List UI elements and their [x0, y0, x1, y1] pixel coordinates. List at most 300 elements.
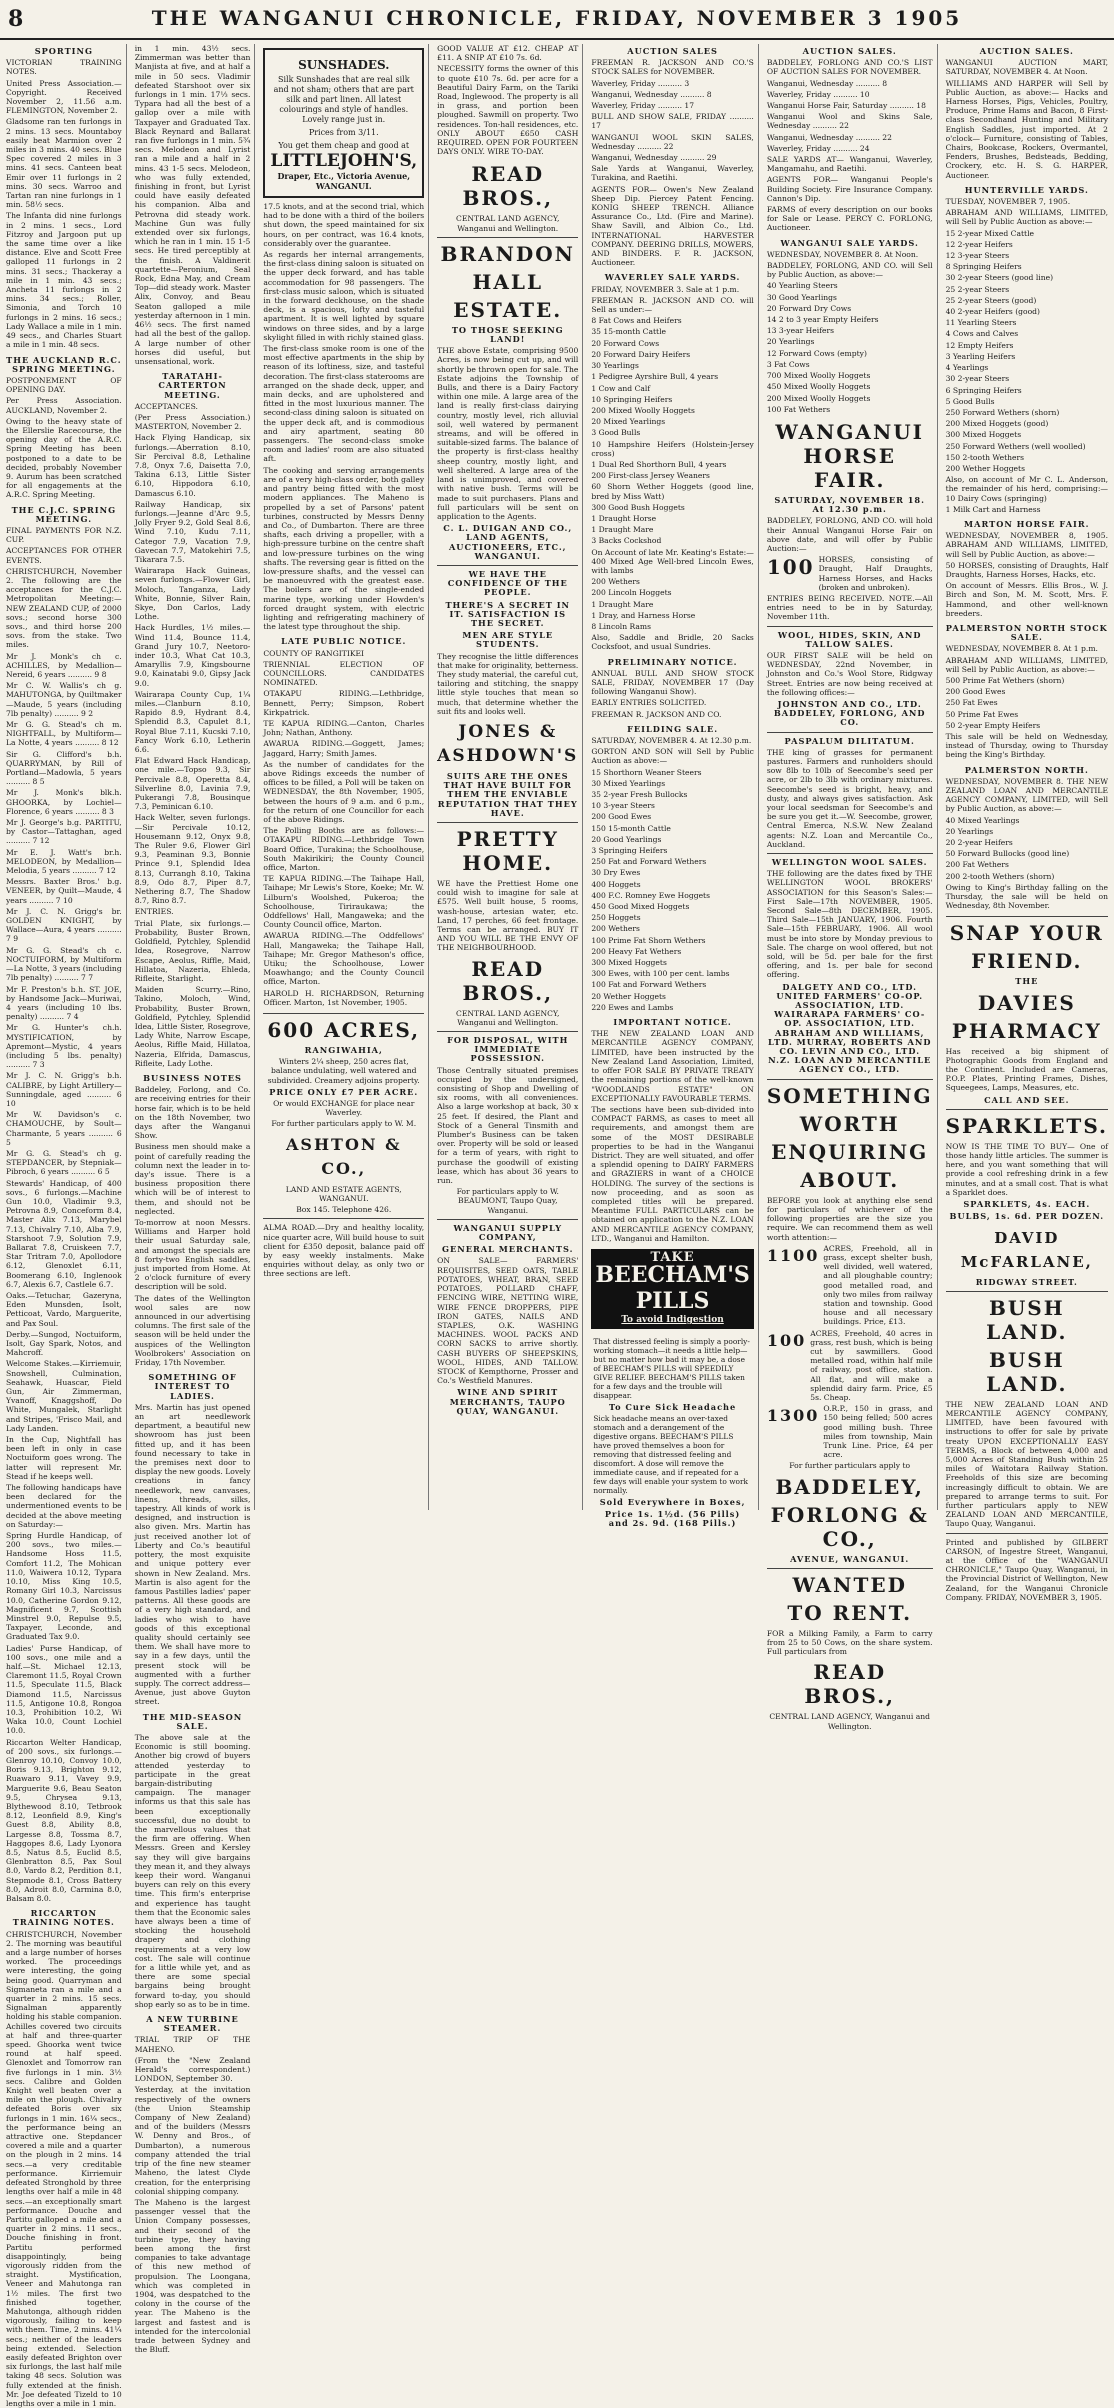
article-paragraph: On Account of late Mr. Keating's Estate:— 400 Mixed Age Well-bred Lincoln Ewes, with lambs: [591, 547, 754, 575]
ad-firm-sub: GENERAL MERCHANTS.: [442, 1244, 574, 1255]
article-paragraph: FARMS of every description on our books for Sale or Lease. PERCY C. FORLONG, Auctioneer.: [766, 205, 933, 233]
ad-take: TAKE: [650, 1249, 695, 1265]
article-paragraph: 700 Mixed Woolly Hoggets: [766, 371, 871, 381]
article-heading: SOMETHING OF INTEREST TO LADIES.: [148, 1372, 237, 1401]
article-paragraph: 20 Forward Dry Cows: [766, 303, 852, 313]
ad-body-2: Sick headache means an over-taxed stomach and a derangement of the digestive organs. BEECHAM'S PILLS have proved themselves a boon for removing that distressed feeling and discomfort. A dose will remove the immediate cause, and if repeated for a few days will enable your system to work normally.: [593, 1414, 748, 1496]
article-paragraph: 17.5 knots, and at the second trial, which had to be done with a third of the boilers shut down, the speed maintained for six hours, on per contract, was 16.4 knots, considerably over the guarantee.: [263, 202, 425, 248]
column-7: [942, 44, 1112, 1602]
article: [6, 506, 122, 1904]
article-paragraph: Waverley, Friday .......... 24: [766, 143, 870, 153]
article-paragraph: Mr G. G. Stead's ch g. STEPDANCER, by Stepniak—Pibroch, 6 years .......... 6 5: [6, 1148, 122, 1177]
article-paragraph: The Maheno is the largest passenger vessel that the Union Company possesses, and their second of the turbine type, they having been among the first companies to take advantage of this new method of propulsion. The Loongana, which was completed in 1904, was despatched to the colony in the course of the year. The Maheno is the largest and fastest and is intended for the intercolonial trade between Sydney and the Bluff.: [134, 2197, 251, 2355]
ad-contact: For particulars apply to W. BEAUMONT, Taupo Quay, Wanganui.: [456, 1187, 559, 1215]
article-paragraph: Maiden Scurry.—Rino, Takino, Moloch, Wind, Probability, Buster Brown, Goldfield, Pytchley, Splendid Idea, Little Sister, Rosegrove, Lady White, Narrow Escape, Aeolus, Riffle Maid, Hillatoa, Nazeria, Elfrida, Damascus, Rifleite, Lady Lothe.: [134, 985, 251, 1068]
article-paragraph: 200 Good Ewes: [945, 687, 1006, 697]
ad-line-1: DAVIES: [977, 990, 1076, 1015]
article-paragraph: Mr J. C. N. Grigg's b.h. CALIBRE, by Light Artillery—Sunningdale, aged .......... 6 10: [6, 1071, 122, 1108]
article-paragraph: Trial Plate, six furlongs.—Probability, Buster Brown, Goldfield, Pytchley, Splendid Idea, Rosegrove, Narrow Escape, Aeolus, Riffle, Maid, Hillatoa, Nazeria, Ehleda, Rifleite, Starlight.: [134, 918, 251, 983]
ad-firm: READ BROS.,: [804, 1660, 895, 1709]
article-paragraph: 3 Springing Heifers: [591, 846, 668, 856]
article-paragraph: WANGANUI WOOL SKIN SALES, Wednesday .......... 22: [591, 132, 754, 151]
article-paragraph: 450 Mixed Woolly Hoggets: [766, 382, 871, 392]
article: [6, 1909, 122, 2408]
snap-friend-ad: [946, 921, 1108, 973]
something-worth-ad: [767, 1084, 933, 1564]
ad-line-2: FRIEND.: [971, 949, 1083, 974]
article-paragraph: Waverley, Friday .......... 17: [591, 101, 695, 111]
article: [135, 1373, 251, 1706]
divider: [767, 1568, 933, 1569]
article-paragraph: AGENTS FOR— Owen's New Zealand Sheep Dip. Piercey Patent Fencing. KONIG SHEEP TRENCH. Alliance Assurance Co., Ltd. (Fire and Marine). Shaw Savill, and Albion Co., Ltd. INTERNATIONAL HARVESTER COMPANY. DEERING DRILLS, MOWERS, AND BINDERS. F. R. JACKSON, Auctioneer.: [591, 184, 754, 268]
ad-box: Box 145. Telephone 426.: [296, 1205, 392, 1215]
ad-firm-sub: Draper, Etc., Victoria Avenue, WANGANUI.: [277, 171, 411, 191]
article-paragraph: Spring Hurdle Handicap, of 200 sovs., two miles.—Handsome Hoss 11.5, Comfort 11.2, The Mohican 11.0, Waiwera 10.12, Typara 10.10, Miss King 10.5, Romany Girl 10.3, Narcissus 10.0, Catherine Gordon 9.12, Magnificent 9.7, Scottish Minstrel 9.0, Repulse 9.5, Taxpayer, Leconde, and Graduated Tax 9.0.: [6, 1531, 122, 1642]
article-paragraph: WEDNESDAY, NOVEMBER 8. THE NEW ZEALAND LOAN AND MERCANTILE AGENCY COMPANY, LIMITED, will Sell by Public Auction, as above:—: [945, 776, 1109, 814]
article: [591, 273, 753, 651]
article-paragraph: 200 Wether Hoggets: [945, 463, 1026, 473]
article-paragraph: AWARUA RIDING.—The Oddfellows' Hall, Mangaweka; the Taihape Hall, Taihape; Mr. Gregor Matheson's office, Utiku; the Schoolhouse, Lower Moawhango; and the County Council office, Marton.: [263, 931, 425, 987]
article-heading: AUCTION SALES: [627, 46, 718, 56]
article-paragraph: (Per Press Association.) MASTERTON, November 2.: [134, 412, 251, 432]
article-paragraph: WEDNESDAY, NOVEMBER 8, 1905. ABRAHAM AND WILLIAMS, LIMITED, will Sell by Public Auction, as above:—: [945, 531, 1109, 559]
ad-line-2: WORTH: [799, 1111, 900, 1136]
article-paragraph: 20 Forward Cows: [591, 338, 660, 348]
article: [135, 2015, 251, 2354]
ad-line-3: MEN ARE STYLE STUDENTS.: [462, 630, 554, 650]
bush-land-ad: [946, 1296, 1108, 1529]
article: [946, 520, 1108, 618]
article-paragraph: 15 Shorthorn Weaner Steers: [591, 767, 702, 777]
article: [591, 1018, 753, 1243]
ad-tag: To avoid Indigestion: [621, 1315, 724, 1326]
ad-title: PASPALUM DILITATUM.: [784, 735, 915, 746]
article-paragraph: 35 15-month Cattle: [591, 327, 667, 337]
ad-body: Winters 2¼ sheep, 250 acres flat, balance undulating, well watered and subdivided. Creamery adjoins property.: [267, 1057, 420, 1085]
ad-firm-sub: LAND AND ESTATE AGENTS, WANGANUI.: [285, 1184, 402, 1203]
ad-line-2: TO RENT.: [787, 1600, 913, 1625]
article-paragraph: Messrs. Baxter Bros.' b.g. VENEER, by Quilt—Maude, 4 years .......... 7 10: [6, 877, 122, 905]
divider: [437, 1219, 578, 1220]
beechams-pills-ad: [591, 1249, 753, 1329]
article-paragraph: Mr E. J. Watt's br.h. MELODEON, by Medallion—Melodia, 5 years .......... 7 12: [6, 847, 122, 876]
ad-line-3: ESTATE.: [453, 297, 563, 322]
article-paragraph: 25 2-year Steers (good): [945, 295, 1037, 305]
article-paragraph: 500 Prime Fat Wethers (shorn): [945, 675, 1065, 685]
property-text: O.R.P., 150 in grass, and 150 being felled; 500 acres good milling bush. Three miles from township, Main Trunk Line. Price, £4 per acre.: [823, 1404, 933, 1460]
article-paragraph: Mr J. Monk's blk.h. GHOORKA, by Lochiel—Florence, 6 years .......... 8 3: [6, 788, 122, 816]
article-paragraph: 4 Yearlings: [945, 363, 989, 373]
article-paragraph: Hack Hurdles, 1½ miles.—Wind 11.4, Bounce 11.4, Grand Jury 10.7, Neetoro-inder 10.3, What Cat 10.3, Amaryllis 7.9, Kingsbourne 9.0, Kainatabi 9.0, Gipsy Jack 9.0.: [134, 623, 251, 688]
article-paragraph: POSTPONEMENT OF OPENING DAY.: [6, 375, 122, 395]
article-paragraph: Ladies' Purse Handicap, of 100 sovs., one mile and a half.—St. Michael 12.13, Claremont 11.5, Royal Crown 11.5, Speculate 11.5, Black Diamond 11.5, Narcissus 11.5, Antigone 10.8, Rongoa 10.3, Prohibition 10.2, Wi Waka 10.0, Count Lochiel 10.0.: [6, 1643, 122, 1736]
ad-firm-3: AVENUE, WANGANUI.: [790, 1553, 910, 1564]
article-paragraph: 20 Mixed Yearlings: [591, 417, 666, 427]
article-heading: THE AUCKLAND R.C. SPRING MEETING.: [6, 354, 122, 374]
article-paragraph: Waverley, Friday .......... 3: [591, 78, 690, 88]
article: [437, 44, 578, 156]
article-paragraph: 20 Good Yearlings: [591, 834, 662, 844]
article: [263, 637, 424, 1007]
article-paragraph: THE NEW ZEALAND LOAN AND MERCANTILE AGENCY COMPANY, LIMITED, have been instructed by the New Zealand Land Association, Limited, to offer FOR SALE BY PRIVATE TREATY the remaining portions of the well-known "WOODLANDS ESTATE" ON EXCEPTIONALLY FAVOURABLE TERMS.: [591, 1029, 754, 1103]
article-paragraph: Derby.—Sungod, Noctuiform, Isolt, Gay Spark, Notos, and Mahcroff.: [6, 1329, 122, 1358]
article-paragraph: Mrs. Martin has just opened an art needlework department, a beautiful new showroom has just been fitted up, and it has been found necessary to take in the premises next door to display the new goods. Lovely creations in fancy needlework, new canvases, linens, threads, silks, tapestry. All kinds of work is designed, and instruction is also given. Mrs. Martin has just received another lot of Liberty and Co.'s beautiful pottery, the most exquisite and unique pottery ever shown in New Zealand. Mrs. Martin is also agent for the famous Pastilles ladies' paper patterns. All these goods are of a very high standard, and ladies who wish to have goods of this exceptional quality should certainly see them. We shall have more to say in a few days, until the present stock will be augmented with a further supply. The correct address—Avenue, just above Guyton street.: [134, 1402, 251, 1707]
divider: [946, 1109, 1108, 1110]
article-paragraph: In the Cup, Nightfall has been left in only in case Noctuiform goes wrong. The latter will represent Mr. Stead if he keeps well.: [6, 1435, 122, 1481]
article-heading: WAVERLEY SALE YARDS.: [604, 272, 741, 283]
ad-foot: Sold Everywhere in Boxes,: [599, 1497, 746, 1508]
ad-line-1: SNAP YOUR: [949, 921, 1104, 946]
article: [135, 1074, 251, 1367]
ad-product: PILLS: [635, 1288, 710, 1315]
article-paragraph: Waverley, Friday .......... 10: [766, 89, 870, 99]
article-paragraph: 11 Yearling Steers: [945, 318, 1017, 328]
article-paragraph: Mr C. W. Wallis's ch g. MAHUTONGA, by Quiltmaker—Maude, 5 years (including 7lb penalty) .......... 9 2: [6, 681, 122, 718]
ad-body: THE following are the dates fixed by THE WELLINGTON WOOL BROKERS' ASSOCIATION for this Season's Sales:— First Sale—17th NOVEMBER, 1905. Second Sale—8th DECEMBER, 1905. Third Sale—15th JANUARY, 1906. Fourth Sale—15th FEBRUARY, 1906. All wool must be into store by Monday previous to Sale. The charge on wool offered, but not sold, will be 5d. per bale for the first offering, and 1s. per bale for second offering.: [766, 869, 933, 980]
article: [946, 766, 1108, 911]
article-paragraph: ABRAHAM AND WILLIAMS, LIMITED, will Sell by Public Auction, as above:—: [945, 655, 1109, 674]
article-heading: PALMERSTON NORTH.: [964, 764, 1089, 775]
ad-contact: For further particulars apply to W. M.: [271, 1119, 417, 1129]
article-paragraph: Mr J. Monk's ch c. ACHILLES, by Medallion—Nereid, 6 years .......... 9 8: [6, 651, 122, 679]
article-paragraph: Business men should make a point of carefully reading the column next the leader in to-day's issue. There is a business proposition there which will be of interest to them, and should not be neglected.: [134, 1142, 251, 1216]
article-paragraph: Mr G. Hunter's ch.h. MYSTIFICATION, by Apremont—Mystic, 4 years (including 5 lbs. penalty) .......... 7 3: [6, 1023, 122, 1070]
article-paragraph: 30 Good Yearlings: [766, 292, 837, 302]
column-2: [131, 44, 256, 2355]
article-paragraph: Owing to King's Birthday falling on the Thursday, the sale will be held on Wednesday, 8th November.: [945, 882, 1109, 911]
ad-body: BADDELEY, FORLONG, AND CO. will hold their Annual Wanganui Horse Fair on above date, and will offer by Public Auction:—: [766, 516, 933, 553]
article-paragraph: 30 2-year Steers (good line): [945, 273, 1054, 283]
horse-fair-ad: [767, 420, 933, 622]
ad-title: WANGANUI HORSE FAIR.: [775, 419, 925, 492]
article-paragraph: Wairarapa Hack Guineas, seven furlongs.—Flower Girl, Moloch, Tanganza, Lady White, Bonnie, Silver Rain, Skye, Don Carlos, Lady Lothe.: [134, 566, 251, 622]
article-paragraph: 12 3-year Steers: [945, 251, 1010, 261]
divider: [437, 822, 578, 823]
ad-line-2: PHARMACY: [951, 1018, 1102, 1043]
ad-price: PRICE ONLY £7 PER ACRE.: [269, 1086, 419, 1097]
article-paragraph: Gladsome ran ten furlongs in 2 mins. 13 secs. Mountaboy easily beat Marmion over 2 miles in 3 mins. 40 secs. Blue Spec covered 2 miles in 3 mins. 41 secs. Canteen beat Emir over 11 furlongs in 2 mins. 30 secs. Warroo and Tartan ran nine furlongs in 1 min. 58½ secs.: [6, 117, 122, 210]
columns: [2, 44, 1112, 2408]
ad-body: They recognise the little differences that make for originality, betterness. They study material, the careful cut, tailoring and stitching, the snappy little style touches that mean so much, that determine whether the suit fits and looks well.: [437, 651, 579, 716]
article-paragraph: 20 Forward Dairy Heifers: [591, 349, 691, 359]
ad-line-1: SOMETHING: [766, 1083, 933, 1108]
property-item: [767, 1329, 933, 1405]
article-paragraph: 13 3-year Heifers: [766, 326, 835, 336]
article-heading: AUCTION SALES.: [979, 46, 1074, 56]
ad-body: THE above Estate, comprising 9500 Acres, is now being cut up, and will shortly be thrown open for sale. The Estate adjoins the Township of Bulls, and there is a Dairy Factory within one mile. A large area of the land is really first-class dairying country, mostly level, rich alluvial soil, well watered by permanent streams, and will be offered in suitable-sized farms. The balance of the property is first-class healthy sheep country, mostly light, and well sheltered. A large area of the land is unimproved, and covered with native bush. Terms will be made to suit purchasers. Plans and full particulars will be sent on application to the Agents.: [437, 346, 579, 521]
article-paragraph: 100 Prime Fat Shorn Wethers: [591, 935, 706, 945]
article-list: [437, 44, 578, 156]
ad-firm: READ BROS.,: [462, 162, 554, 211]
ad-foot: CALL AND SEE.: [984, 1094, 1070, 1105]
article-paragraph: BULL AND SHOW SALE, FRIDAY .......... 17: [591, 112, 754, 131]
ad-foot: WINE AND SPIRIT MERCHANTS, TAUPO QUAY, WANGANUI.: [449, 1387, 566, 1416]
article-paragraph: OTAKAPU RIDING.—Lethbridge, Bennett, Perry; Simpson, Robert Kirkpatrick.: [263, 689, 425, 717]
ad-line-1: WE HAVE THE CONFIDENCE OF THE PEOPLE.: [447, 568, 568, 598]
column-6: [763, 44, 938, 1731]
article-paragraph: TUESDAY, NOVEMBER 7, 1905.: [945, 197, 1071, 207]
article-paragraph: Wanganui Horse Fair, Saturday .......... 18: [766, 101, 926, 111]
article-paragraph: The cooking and serving arrangements are of a very high-class order, both galley and pantry being fitted with the most modern appliances. The Maheno is propelled by a set of Parsons' patent turbines, constructed by Messrs Denny and Co., of Dumbarton. There are three shafts, each driving a propeller, with a high-pressure turbine on the centre shaft and low-pressure turbines on the wing shafts. The reversing gear is fitted on the low-pressure shafts, and the vessel can be manoeuvred with the greatest ease. The boilers are of the single-ended marine type, working under Howden's forced draught system, with electric lighting and refrigerating machinery of the latest type throughout the ship.: [263, 465, 425, 632]
article-paragraph: 220 Ewes and Lambs: [591, 1002, 674, 1012]
article-paragraph: Stewards' Handicap, of 400 sovs., 6 furlongs.—Machine Gun 10.0, Vladimir 9.3, Petrovna 8.9, Conceform 8.4, Master Alix 7.13, Marybel 7.13, Chivalry 7.10, Alba 7.9, Starshoot 7.9, Solution 7.9, Ballarat 7.8, Cruiskeen 7.7, Star Tritram 7.0, Apollodore 6.12, Glenoxlet 6.11, Boomerang 6.10, Inglenook 6.7, Alexis 6.7, Castlele 6.7.: [6, 1178, 122, 1289]
ad-body: NOW IS THE TIME TO BUY— One of those handy little articles. The summer is here, and you want something that will provide a cool refreshing drink in a few minutes, and at a small cost. That is what a Sparklet does.: [945, 1141, 1109, 1197]
article: [767, 47, 933, 233]
beechams-pills-body: [591, 1333, 753, 1534]
ad-firm-2: FORLONG & CO.,: [770, 1502, 929, 1551]
ad-agents: DALGETY AND CO., LTD. UNITED FARMERS' CO-OP. ASSOCIATION, LTD. WAIRARAPA FARMERS' CO-OP. ASSOCIATION, LTD. ABRAHAM AND WILLIAMS, LTD. MURRAY, ROBERTS AND CO. LEVIN AND CO., LTD. N.Z. LOAN AND MERCANTILE AGENCY CO., LTD.: [767, 981, 932, 1075]
ad-firm-1: BADDELEY,: [775, 1474, 924, 1499]
article-paragraph: 8 Fat Cows and Heifers: [591, 316, 682, 326]
article-paragraph: 1 Draught Mare: [591, 525, 654, 535]
article-paragraph: FRIDAY, NOVEMBER 3. Sale at 1 p.m.: [591, 284, 740, 294]
divider: [767, 732, 933, 733]
ad-count: 100: [766, 555, 815, 580]
article-heading: SPORTING: [34, 46, 93, 56]
divider: [946, 1533, 1108, 1534]
ad-body: THE NEW ZEALAND LOAN AND MERCANTILE AGENCY COMPANY, LIMITED, have been favoured with instructions to offer for sale by private treaty UPON EXCEPTIONALLY EASY TERMS, a Block of between 4,000 and 5,000 Acres of Standing Bush within 25 miles of Waitotara Railway Station. Freeholds of this size are becoming increasingly difficult to obtain. We are prepared to arrange terms to suit. For further particulars apply to NEW ZEALAND LOAN AND MERCANTILE, Taupo Quay, Wanganui.: [945, 1399, 1109, 1529]
ad-entries: ENTRIES BEING RECEIVED. NOTE.—All entries need to be in by Saturday, November 11th.: [766, 593, 933, 622]
ad-firm: JONES & ASHDOWN'S: [437, 721, 579, 766]
article-heading: THE MID-SEASON SALE.: [142, 1711, 243, 1731]
ad-headline: FOR DISPOSAL, WITH IMMEDIATE POSSESSION.: [447, 1035, 569, 1064]
ad-contact: For further particulars apply to: [789, 1461, 911, 1471]
article-paragraph: 40 Yearling Steers: [766, 281, 838, 291]
article-paragraph: 1 Dray, and Harness Horse: [591, 610, 696, 620]
ad-headline: 600 ACRES,: [267, 1018, 421, 1043]
article-paragraph: 30 Yearlings: [591, 361, 639, 371]
article: [946, 186, 1108, 514]
article-list: [591, 47, 753, 1243]
ad-horses-row: [767, 555, 933, 594]
ad-line-4: ABOUT.: [800, 1167, 900, 1192]
article-paragraph: FINAL PAYMENTS FOR N.Z. CUP.: [6, 525, 122, 545]
article-paragraph: 200 Mixed Hoggets (good): [945, 419, 1049, 429]
sparklets-ad: [946, 1114, 1108, 1287]
property-list: [767, 1244, 933, 1462]
article-paragraph: United Press Association.—Copyright. Received November 2, 11.56 a.m. FLEMINGTON, November 2.: [6, 78, 122, 116]
article-list: [946, 47, 1108, 910]
ad-headline: PRETTY HOME.: [456, 826, 559, 875]
divider: [767, 1079, 933, 1080]
article-paragraph: 400 F.C. Romney Ewe Hoggets: [591, 890, 711, 900]
article-paragraph: 200 Mixed Woolly Hoggets: [591, 405, 695, 415]
article-paragraph: 30 Dry Ewes: [591, 868, 641, 878]
article-paragraph: 10 3-year Steers: [591, 801, 655, 811]
article: [591, 725, 753, 1012]
acres-ad: [263, 1018, 424, 1278]
article-paragraph: 100 Fat Wethers: [766, 404, 831, 414]
column-5: [587, 44, 758, 1529]
printer-imprint: Printed and published by GILBERT CARSON, of Ingestre Street, Wanganui, at the Office of the "WANGANUI CHRONICLE," Taupo Quay, Wanganui, in the Provincial District of Wellington, New Zealand, for the Wanganui Chronicle Company. FRIDAY, NOVEMBER 3, 1905.: [945, 1537, 1109, 1602]
article-paragraph: 250 Forward Wethers (well woolled): [945, 441, 1086, 451]
ad-firm: DAVID McFARLANE,: [960, 1228, 1093, 1271]
article-paragraph: 20 Yearlings: [945, 826, 994, 836]
article-paragraph: As the number of candidates for the above Ridings exceeds the number of offices to be filled, a Poll will be taken on WEDNESDAY, the 8th November, 1905, between the hours of 9 a.m. and 6 p.m., for the return of one Councillor for each of the above Ridings.: [263, 759, 425, 824]
ad-bulbs: BULBS, 1s. 6d. PER DOZEN.: [949, 1211, 1105, 1222]
article-paragraph: 50 HORSES, consisting of Draughts, Half Draughts, Harness Horses, Hacks, etc.: [945, 560, 1109, 579]
wanted-to-rent-ad: [767, 1573, 933, 1731]
article-paragraph: 3 Backs Cockshod: [591, 536, 662, 546]
article-paragraph: 5 Good Bulls: [945, 396, 995, 406]
article-paragraph: 12 2-year Heifers: [945, 239, 1013, 249]
article-paragraph: 400 Hoggets: [591, 879, 641, 889]
article-paragraph: 200 First-class Jersey Weaners: [591, 471, 710, 481]
article-paragraph: GORTON AND SON will Sell by Public Auction as above:—: [591, 747, 754, 766]
article: [767, 239, 933, 414]
ad-title: SUNSHADES.: [298, 58, 390, 72]
article-heading: PALMERSTON NORTH STOCK SALE.: [945, 622, 1108, 643]
divider: [946, 916, 1108, 917]
article-paragraph: TE KAPUA RIDING.—Canton, Charles John; Nathan, Anthony.: [263, 718, 425, 738]
article: [946, 624, 1108, 760]
article: [946, 47, 1108, 180]
ad-body: ON SALE— FARMERS' REQUISITES, SEED OATS, TABLE POTATOES, WHEAT, BRAN, SEED POTATOES, POLLARD CHAFF, FENCING WIRE, NETTING WIRE, WIRE FENCE DROPPERS, PIPE IRON GATES, NAILS AND STAPLES, O.K. WASHING MACHINES. WOOL PACKS AND CORN SACKS to arrive shortly. CASH BUYERS OF SHEEPSKINS, WOOL, HIDES, AND TALLOW. STOCK of Kempthorne, Prosser and Co.'s Westfield Manures.: [437, 1256, 579, 1386]
article: [591, 658, 753, 719]
article-paragraph: 200 Heavy Fat Wethers: [591, 946, 682, 956]
ad-body: That distressed feeling is simply a poorly-working stomach—it needs a little help—but no matter how bad it may be, a dose of BEECHAM'S PILLS will SPEEDILY GIVE RELIEF. BEECHAM'S PILLS taken for a few days and the trouble will disappear.: [593, 1337, 750, 1401]
ad-body: Silk Sunshades that are real silk and not sham; others that are part silk and part linen. All latest colourings and style of handles. Lovely range just in.: [273, 75, 414, 124]
ad-line-2: THERE'S A SECRET IN IT. SATISFACTION IS THE SECRET.: [445, 599, 571, 628]
article-paragraph: HAROLD H. RICHARDSON, Returning Officer. Marton, 1st November, 1905.: [263, 988, 425, 1007]
article-paragraph: 20 Wether Hoggets: [591, 991, 666, 1001]
article-paragraph: Sale Yards at Wanganui, Waverley, Turakina, and Raetihi.: [591, 164, 754, 183]
article-paragraph: TRIENNIAL ELECTION OF COUNCILLORS. CANDIDATES NOMINATED.: [263, 659, 425, 688]
article-paragraph: TRIAL TRIP OF THE MAHENO.: [134, 2035, 251, 2054]
article-heading: A NEW TURBINE STEAMER.: [146, 2014, 239, 2034]
article-paragraph: CHRISTCHURCH, November 2. The following are the acceptances for the C.J.C. Metropolitan Meeting:— NEW ZEALAND CUP, of 2000 sovs.; second horse 300 sovs., and third horse 200 sovs. from the stake. Two miles.: [6, 566, 122, 650]
article-paragraph: ABRAHAM AND WILLIAMS, LIMITED, will Sell by Public Auction as above:—: [945, 208, 1109, 227]
article: [6, 356, 122, 500]
ad-firm: WANGANUI SUPPLY COMPANY,: [453, 1222, 563, 1243]
article-paragraph: 250 Forward Wethers (shorn): [945, 407, 1060, 417]
article-paragraph: WANGANUI AUCTION MART, SATURDAY, NOVEMBER 4. At Noon.: [945, 58, 1109, 77]
article-paragraph: BADDELEY, FORLONG AND CO.'S LIST OF AUCTION SALES FOR NOVEMBER.: [766, 58, 933, 77]
article-paragraph: Wanganui, Wednesday .......... 8: [591, 89, 712, 99]
article-paragraph: 300 Good Bush Hoggets: [591, 502, 685, 512]
article-paragraph: Wanganui Wool and Skins Sale, Wednesday .......... 22: [766, 112, 933, 131]
article-paragraph: 15 2-year Mixed Cattle: [945, 228, 1035, 238]
article-paragraph: 12 Empty Heifers: [945, 340, 1014, 350]
column-4: [433, 44, 583, 1510]
page-number: 8: [8, 6, 24, 32]
article-paragraph: VICTORIAN TRAINING NOTES.: [6, 58, 122, 77]
article-paragraph: 12 Forward Cows (empty): [766, 348, 867, 358]
ad-firm: LITTLEJOHN'S,: [270, 151, 418, 171]
ad-price: Price 1s. 1½d. (56 Pills) and 2s. 9d. (168 Pills.): [604, 1509, 741, 1529]
article-paragraph: 50 Prime Fat Ewes: [945, 709, 1019, 719]
article-paragraph: 300 Ewes, with 100 per cent. lambs: [591, 969, 730, 979]
ad-line-1: BUSH LAND.: [986, 1295, 1068, 1344]
article: [135, 1713, 251, 2010]
article-paragraph: Riccarton Welter Handicap, of 200 sovs., six furlongs.—Glenroy 10.10, Convoy 10.0, Boris 9.13, Brighton 9.12, Ruawaro 9.11, Vavey 9.9, Marguerite 9.6, Beau Seaton 9.5, Chrysea 9.13, Blythewood 8.10, Tetbrook 8.12, Leonfield 8.9, King's Guest 8.8, Ability 8.8, Largesse 8.8, Tossma 8.7, Haggopes 8.6, Lady Lyonora 8.5, Natus 8.5, Euclid 8.5, Glenbratton 8.5, Pax Soul 8.0, Vardo 8.2, Perdition 8.1, Stepmode 8.1, Cross Battery 8.0, Adroit 8.0, Carmina 8.0, Balsam 8.0.: [6, 1737, 122, 1903]
article-paragraph: Oaks.—Tetuchar, Gazeryna, Eden Munsden, Isolt, Petticoat, Vardo, Marguerite, and Pax Soul.: [6, 1291, 122, 1328]
article-paragraph: WEDNESDAY, NOVEMBER 8. At Noon.: [766, 249, 919, 259]
article-paragraph: The first-class smoke room is one of the most effective apartments in the ship by reason of its loftiness, size, and tasteful decoration. The first-class staterooms are arranged on the shade deck, upper, and main decks, and are upholstered and fitted in the most luxurious manner. The second-class dining saloon is situated on the upper deck aft, and is commodious and airy apartment, seating 80 passengers. The second-class smoke room and ladies' room are also situated aft.: [263, 344, 425, 464]
ad-price: Prices from 3/11.: [308, 128, 379, 137]
ad-firm: ASHTON & CO.,: [285, 1134, 402, 1178]
article-list: [767, 47, 933, 414]
article-paragraph: The above sale at the Economic is still booming. Another big crowd of buyers attended yesterday to participate in the great bargain-distributing campaign. The manager informs us that this sale has been exceptionally successful, due no doubt to the marvellous values that the firm are offering. When Messrs. Green and Kersley say they will give bargains they mean it, and they always keep their word. Wanganui buyers can rely on this every time. This firm's enterprise and experience has taught them that the Economic sales have always been a time of stocking the household drapery and clothing requirements at a very low cost. The sale will continue for a little while yet, and as there are some special bargains being brought forward to-day, you should shop early so as to be in time.: [134, 1732, 251, 2009]
ad-agent: C. L. DUIGAN AND CO., LAND AGENTS, AUCTIONEERS, ETC., WANGANUI.: [443, 523, 573, 561]
article-paragraph: AWARUA RIDING.—Goggett, James; Jaggard, Harry; Smith James.: [263, 739, 425, 758]
article-paragraph: 200 Good Ewes: [591, 812, 652, 822]
article-paragraph: 40 Mixed Yearlings: [945, 815, 1020, 825]
ad-line-3: ENQUIRING: [771, 1139, 929, 1164]
article-paragraph: BADDELEY, FORLONG, AND CO. will Sell by Public Auction, as above:—: [766, 261, 933, 280]
paspalum-ad: [767, 737, 933, 849]
article: [135, 372, 251, 1068]
divider: [767, 853, 933, 854]
ad-body: Has received a big shipment of Photographic Goods from England and the Continent. Included are Cameras, P.O.P. Plates, Printing Frames, Dishes, Squeegees, Lamps, Measures, etc.: [945, 1046, 1109, 1093]
property-text: ACRES, Freehold, 40 acres in grass, rest bush, which is being cut by sawmillers. Good metalled road, within half mile of railway, post office, station. All flat, and will make a splendid dairy farm. Price, £5 5s. Cheap.: [810, 1328, 933, 1402]
newspaper-title: THE WANGANUI CHRONICLE, FRIDAY, NOVEMBER 3 1905: [151, 6, 963, 30]
article-paragraph: NECESSITY forms the owner of this to quote £10 7s. 6d. per acre for a Beautiful Dairy Farm, on the Tariki Road, Inglewood. The property is all in grass, and portion been ploughed. Sawmill on property. Two residences. Ton-hall residences, etc. ONLY ABOUT £650 CASH REQUIRED. OPEN FOR FOURTEEN DAYS ONLY. WIRE TO-DAY.: [437, 64, 579, 157]
ad-exchange: Or would EXCHANGE for place near Waverley.: [273, 1099, 415, 1118]
article-paragraph: 300 Mixed Hoggets: [945, 430, 1022, 440]
article-heading: HUNTERVILLE YARDS.: [964, 184, 1089, 195]
article-paragraph: 3 Yearling Heifers: [945, 351, 1016, 361]
property-acres: 1300: [766, 1406, 820, 1426]
supply-company-ad: [437, 1224, 578, 1416]
ad-title: WELLINGTON WOOL SALES.: [771, 857, 928, 868]
article-paragraph: 200 Wethers: [591, 924, 640, 934]
article-paragraph: 1 Pedigree Ayrshire Bull, 4 years: [591, 372, 719, 382]
ad-tagline: You get them cheap and good at: [278, 141, 410, 150]
article: [263, 202, 424, 631]
property-item: [767, 1404, 933, 1461]
article-paragraph: 30 2-year Steers: [945, 374, 1010, 384]
article-paragraph: WEDNESDAY, NOVEMBER 8. At 1 p.m.: [945, 644, 1098, 654]
article-paragraph: WILLIAMS AND HARPER will Sell by Public Auction, as above:— Hacks and Harness Horses, Pigs, Vehicles, Poultry, Produce, Prime Hams and Bacon, 8 First-class Secondhand Hunting and Military English Saddles, just imported. At 2 o'clock— Furniture, consisting of Tables, Chairs, Bookcase, Rockers, Overmantel, Fenders, Brushes, Bedsteads, Bedding, Crockery, etc. H. S. G. HARPER, Auctioneer.: [945, 78, 1109, 180]
confidence-ad: [437, 570, 578, 818]
article-paragraph: Mr J. George's b.g. PARTITU, by Castor—Tattaghan, aged .......... 7 12: [6, 818, 122, 846]
ad-firm-sub: CENTRAL LAND AGENCY, Wanganui and Wellington.: [456, 214, 560, 233]
article-paragraph: Baddeley, Forlong, and Co. are receiving entries for their horse fair, which is to be held on the 18th November, two days after the Wanganui Show.: [134, 1085, 251, 1141]
ad-body: FOR a Milking Family, a Farm to carry from 25 to 50 Cows, on the share system. Full particulars from: [766, 1628, 933, 1657]
article-list: [263, 202, 424, 1007]
article-paragraph: On account of Messrs. Ellis Bros., W. J. Birch and Son, M. M. Scott, Mrs. F. Hammond, and other well-known breeders.: [945, 581, 1109, 618]
article-paragraph: 6 Springing Heifers: [945, 385, 1022, 395]
article-paragraph: Hack Flying Handicap, six furlongs.—Aberration 8.10, Sir Percival 8.8, Lethaline 7.8, Onyx 7.6, Daisetta 7.0, Takina 6.13, Little Sister 6.10, Hippodora 6.10, Damascus 6.10.: [134, 433, 251, 498]
article-paragraph: 25 2-year Steers: [945, 284, 1010, 294]
article-paragraph: COUNTY OF RANGITIKEI: [263, 648, 365, 658]
article-paragraph: The following handicaps have been declared for the undermentioned events to be decided at the above meeting on Saturday:—: [6, 1483, 122, 1529]
article-paragraph: 1 Draught Horse: [591, 513, 657, 523]
article-heading: RICCARTON TRAINING NOTES.: [12, 1908, 115, 1928]
article-paragraph: Mr J. C. N. Grigg's br. GOLDEN KNIGHT, by Wallace—Aura, 4 years .......... 7 9: [6, 906, 122, 944]
article-paragraph: Mr W. Davidson's c. CHAMOUCHE, by Soult—Charmante, 5 years .......... 6 5: [6, 1110, 122, 1147]
article: [135, 44, 251, 366]
article-paragraph: Yesterday, at the invitation respectively of the owners (the Union Steamship Company of New Zealand) and of the builders (Messrs W. Denny and Bros., of Dumbarton), a numerous company attended the trial trip of the fine new steamer Maheno, the latest Clyde creation, for the enterprising colonial shipping company.: [134, 2085, 251, 2196]
article-paragraph: 1 Draught Mare: [591, 599, 654, 609]
article-paragraph: Wanganui, Wednesday .......... 8: [766, 78, 888, 88]
ad-tag: SUITS ARE THE ONES THAT HAVE BUILT FOR THEM THE ENVIABLE REPUTATION THAT THEY HAVE.: [437, 770, 578, 818]
article-paragraph: Wanganui, Wednesday .......... 22: [766, 132, 892, 142]
ad-title: WOOL, HIDES, SKIN, AND TALLOW SALES.: [777, 629, 922, 649]
article-paragraph: Railway Handicap, six furlongs.—Jeanne d'Arc 9.5, Jolly Fryer 9.2, Gold Seal 8.6, Wind 7.10, Kudu 7.11, Categor 7.9, Vacation 7.9, Gavecan 7.7, Matokehiri 7.5, Tikarara 7.5.: [134, 499, 251, 564]
ad-address: RIDGWAY STREET.: [975, 1276, 1078, 1287]
article-paragraph: (From the "New Zealand Herald's correspondent.) LONDON, September 30.: [134, 2055, 251, 2084]
column-1: [2, 44, 127, 2408]
column-3: [259, 44, 429, 1510]
ad-tag: TO THOSE SEEKING LAND!: [451, 324, 564, 345]
ad-line-2: BUSH LAND.: [986, 1347, 1068, 1396]
article-paragraph: 14 2 to 3 year Empty Heifers: [766, 315, 879, 325]
divider: [437, 237, 578, 238]
article-paragraph: 10 Hampshire Heifers (Holstein-Jersey cross): [591, 439, 754, 458]
article-paragraph: CHRISTCHURCH, November 2. The morning was beautiful and a large number of horses worked. The proceedings were interesting, the going being good. Quarryman and Sigmaneta ran a mile and a quarter in 2 mins. 15 secs. Signalman apparently holding his stable companion. Achilles covered two circuits at half and three-quarter speed. Ghoorka went twice round at half speed. Glenoxlet and Tomorrow ran five furlongs in 1 min. 3½ secs. Calibre and Golden Knight well beaten over a mile on the plough. Chivalry defeated Boris over six furlongs in 1 min. 16¼ secs., the performance being an attractive one. Stepdancer covered a mile and a quarter on the plough in 2 mins. 14 secs.—a very creditable performance. Kirriemuir defeated Stronghold by three lengths over half a mile in 48 secs.—an exceptionally smart performance. Douche and Partitu galloped a mile and a quarter in 2 mins. 11 secs., Douche finishing in front. Partitu performed disappointingly, being vigorously ridden from the straight. Mystification, Veneer and Mahutonga ran 1½ miles. The first two finished together, Mahutonga, although ridden vigorously, failing to keep with them. Time, 2 mins. 41¼ secs.; neither of the leaders being extended. Selection easily defeated Brighton over six furlongs, the last half mile taking 48 secs. Solution was fully extended at the finish. Mr. Joe defeated Tizeld to 10 lengths over a mile in 1 min.: [6, 1929, 122, 2408]
